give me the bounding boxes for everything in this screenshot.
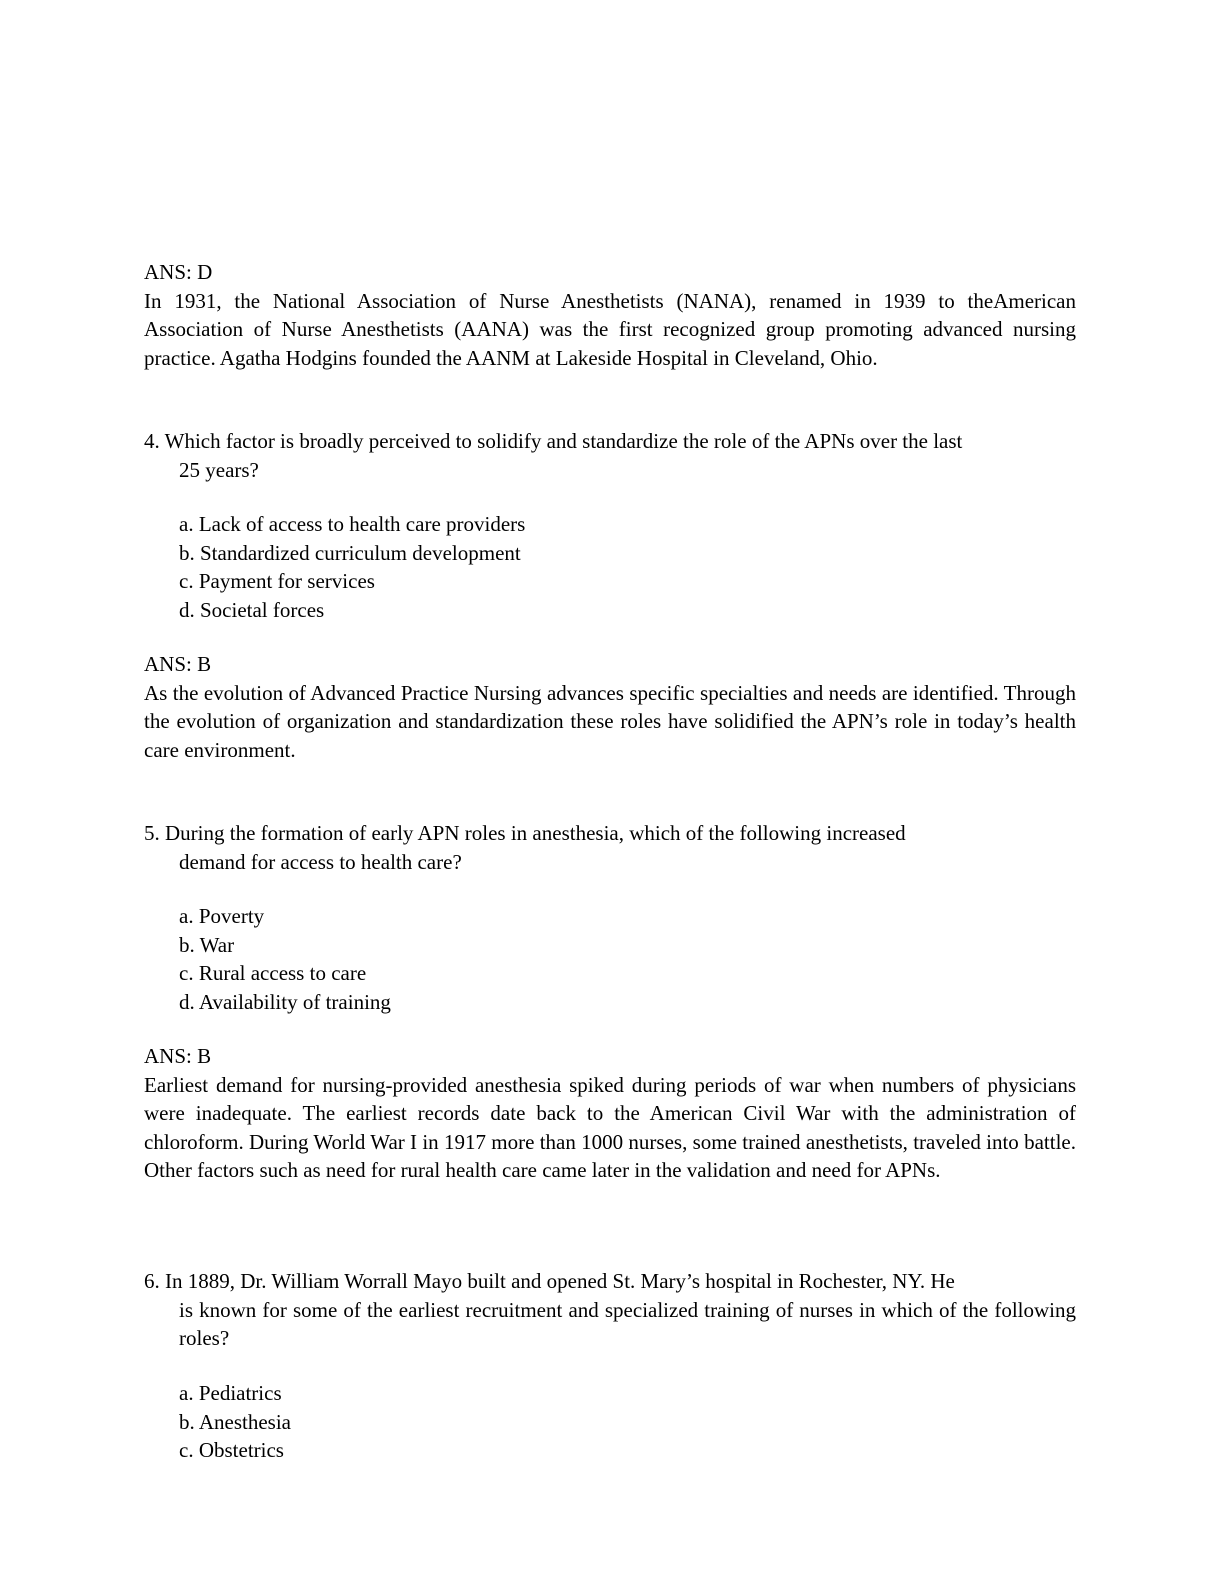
answer-label-q3: ANS: D	[144, 260, 213, 284]
question-6-stem-rest: is known for some of the earliest recruitment and specialized training of nurses in which of the following roles?	[179, 1297, 1076, 1350]
answer-rationale-q5: Earliest demand for nursing-provided anesthesia spiked during periods of war when numbers of physicians were inadequate. The earliest records date back to the American Civil War with the administration of chloroform. During World War I in 1917 more than 1000 nurses, some trained anesthetists, traveled into battle. Other factors such as need for rural health care came later in the validation and need for APNs.	[144, 1072, 1076, 1182]
question-6-options	[179, 1379, 879, 1465]
question-4-stem-line1: 4. Which factor is broadly perceived to solidify and standardize the role of the APNs over the last	[144, 429, 963, 453]
option-b: b. Anesthesia	[179, 1409, 291, 1434]
question-6-stem-line1: 6. In 1889, Dr. William Worrall Mayo built and opened St. Mary’s hospital in Rochester, NY. He	[144, 1269, 955, 1293]
option-c: c. Obstetrics	[179, 1438, 284, 1462]
option-c: c. Payment for services	[179, 569, 375, 593]
question-5-options	[179, 902, 879, 1016]
question-4-stem-line2: 25 years?	[179, 457, 259, 482]
question-4	[144, 427, 1076, 484]
question-6	[144, 1267, 1076, 1353]
answer-rationale-q3: In 1931, the National Association of Nurse Anesthetists (NANA), renamed in 1939 to theAmerican Association of Nurse Anesthetists (AANA) was the first recognized group promoting advanced nursing practice. Agatha Hodgins founded the AANM at Lakeside Hospital in Cleveland, Ohio.	[144, 288, 1076, 370]
option-c: c. Rural access to care	[179, 961, 367, 985]
question-5	[144, 819, 1076, 876]
answer-label-q5: ANS: B	[144, 1044, 212, 1068]
option-b: b. War	[179, 932, 235, 957]
answer-label-q4: ANS: B	[144, 652, 212, 676]
question-4-options	[179, 510, 879, 624]
question-5-stem-line1: 5. During the formation of early APN roles in anesthesia, which of the following increased	[144, 821, 906, 845]
option-b: b. Standardized curriculum development	[179, 540, 521, 565]
option-d: d. Societal forces	[179, 597, 325, 622]
option-a: a. Pediatrics	[179, 1381, 282, 1405]
answer-rationale-q4: As the evolution of Advanced Practice Nursing advances specific specialties and needs are identified. Through the evolution of organization and standardization these roles have solidified the APN’s role in today’s health care environment.	[144, 680, 1076, 762]
option-a: a. Lack of access to health care providers	[179, 512, 526, 536]
option-d: d. Availability of training	[179, 989, 391, 1014]
option-a: a. Poverty	[179, 904, 265, 928]
question-5-stem-line2: demand for access to health care?	[179, 849, 462, 874]
